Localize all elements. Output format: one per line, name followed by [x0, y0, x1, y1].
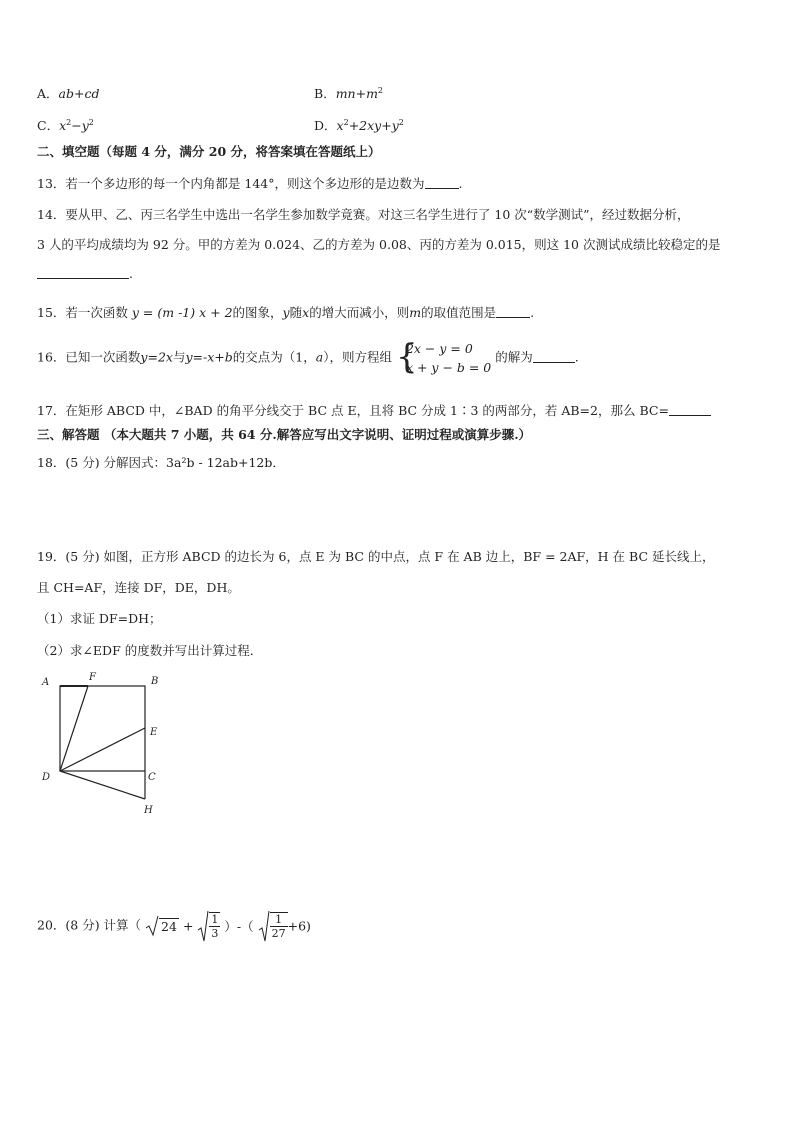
sqrt-icon — [197, 910, 209, 942]
square-abcd — [60, 686, 145, 771]
option-d-sup1: 2 — [343, 118, 349, 127]
q15-mid3: 的增大而减小，则 — [309, 305, 410, 320]
q14-blank — [37, 267, 129, 279]
q20-plus: + — [182, 918, 194, 934]
question-13 — [37, 174, 462, 192]
question-17 — [37, 401, 711, 419]
label-b: B — [151, 676, 159, 687]
option-c-pre: x — [59, 118, 67, 133]
section3-title: 三、解答题 （本大题共 7 小题，共 64 分.解答应写出文字说明、证明过程或演算步骤.） — [37, 427, 532, 442]
q20-mid: ）-（ — [224, 919, 254, 934]
q16-mid2: ），则方程组 — [323, 349, 392, 365]
option-d-pre: x — [336, 118, 344, 133]
question-20 — [37, 910, 311, 942]
q14-answer-line — [37, 266, 133, 281]
brace-icon: { — [395, 337, 418, 377]
option-b-expr: mn+m — [335, 86, 378, 101]
q19-sub2: （2）求∠EDF 的度数并写出计算过程． — [37, 643, 263, 658]
q14-line2: 3 人的平均成绩均为 92 分。甲的方差为 0.024、乙的方差为 0.08、丙的方差为 0.015，则这 10 次测试成绩比较稳定的是 — [37, 237, 721, 252]
option-d-mid: +2xy+y — [348, 118, 399, 133]
q16-a: a — [315, 349, 324, 365]
q15-y: y — [282, 305, 290, 320]
q20-den-2: 27 — [271, 927, 286, 940]
option-d-sup2: 2 — [398, 118, 404, 127]
option-d-label: D． — [314, 118, 337, 133]
q19-line1: 19．(5 分) 如图，正方形 ABCD 的边长为 6，点 E 为 BC 的中点，点 F 在 AB 边上，BF = 2AF，H 在 BC 延长线上， — [37, 549, 715, 564]
q15-m: m — [409, 305, 422, 320]
q20-num-1: 1 — [211, 913, 219, 926]
section2-title: 二、填空题（每题 4 分，满分 20 分，将答案填在答题纸上） — [37, 144, 381, 159]
q13-blank — [425, 177, 459, 189]
option-c-sup1: 2 — [66, 118, 72, 127]
segment-de — [60, 728, 145, 771]
sqrt-icon — [258, 910, 270, 942]
q14-line1: 14．要从甲、乙、丙三名学生中选出一名学生参加数学竟赛。对这三名学生进行了 10 次“数学测试”，经过数据分析， — [37, 207, 690, 222]
q15-end: . — [530, 305, 535, 320]
q16-eq2: x + y − b = 0 — [405, 360, 492, 375]
q19-line2: 且 CH=AF，连接 DF，DE，DH。 — [37, 580, 240, 595]
label-f: F — [89, 672, 96, 683]
label-e: E — [150, 727, 158, 738]
option-b — [314, 84, 383, 102]
q19-sub1: （1）求证 DF=DH； — [37, 611, 162, 626]
option-c — [37, 116, 94, 134]
q15-post: 的取值范围是 — [421, 305, 497, 320]
option-a — [37, 84, 99, 102]
q15-pre: 15．若一次函数 — [37, 305, 128, 320]
question-15 — [37, 303, 534, 321]
option-b-sup: 2 — [377, 86, 384, 95]
option-b-label: B． — [314, 86, 336, 101]
geometry-figure — [36, 670, 176, 820]
option-d — [314, 116, 404, 134]
q15-x: x — [302, 305, 310, 320]
q16-post: 的解为 — [495, 349, 533, 365]
q20-post: +6) — [287, 918, 311, 934]
option-c-sup2: 2 — [88, 118, 94, 127]
option-c-mid: −y — [71, 118, 89, 133]
q15-mid2: 随 — [289, 305, 303, 320]
question-16 — [37, 339, 579, 377]
q14-end: . — [129, 266, 133, 281]
segment-df — [60, 686, 88, 771]
q16-mid: 的交点为（1， — [232, 349, 316, 365]
label-d: D — [42, 772, 51, 783]
q16-f1: y=2x — [140, 349, 173, 365]
q17-text: 17．在矩形 ABCD 中，∠BAD 的角平分线交于 BC 点 E，且将 BC 分成 1∶3 的两部分，若 AB=2，那么 BC= — [37, 403, 669, 418]
q16-and: 与 — [172, 349, 186, 365]
q17-blank — [669, 404, 711, 416]
q20-fraction-2 — [270, 912, 288, 940]
q15-blank — [496, 306, 530, 318]
q20-den-1: 3 — [211, 927, 219, 940]
label-a: A — [42, 677, 50, 688]
q20-pre: 20．(8 分) 计算（ — [37, 917, 142, 933]
q20-num-2: 1 — [270, 913, 288, 927]
q20-fraction-1 — [209, 912, 220, 940]
segment-dh — [60, 771, 145, 799]
sqrt-icon — [145, 915, 159, 937]
q16-pre: 16．已知一次函数 — [37, 349, 141, 365]
option-a-expr: ab+cd — [58, 86, 100, 101]
q15-expr: y = (m -1) x + 2 — [131, 305, 233, 320]
q16-equation-system — [396, 339, 491, 377]
q15-mid: 的图象， — [232, 305, 283, 320]
q16-end: . — [574, 349, 579, 365]
q16-eq1: 2x − y = 0 — [405, 341, 473, 356]
q16-f2: y=-x+b — [185, 349, 233, 365]
label-c: C — [148, 772, 156, 783]
q16-blank — [533, 351, 575, 363]
q20-radicand-1: 24 — [161, 918, 177, 934]
option-c-label: C． — [37, 118, 60, 133]
q13-end: . — [458, 176, 463, 191]
option-a-label: A． — [37, 86, 59, 101]
question-18: 18．(5 分) 分解因式：3a²b - 12ab+12b． — [37, 455, 285, 470]
label-h: H — [144, 805, 153, 816]
q13-text: 13．若一个多边形的每一个内角都是 144°，则这个多边形的是边数为 — [37, 176, 425, 191]
